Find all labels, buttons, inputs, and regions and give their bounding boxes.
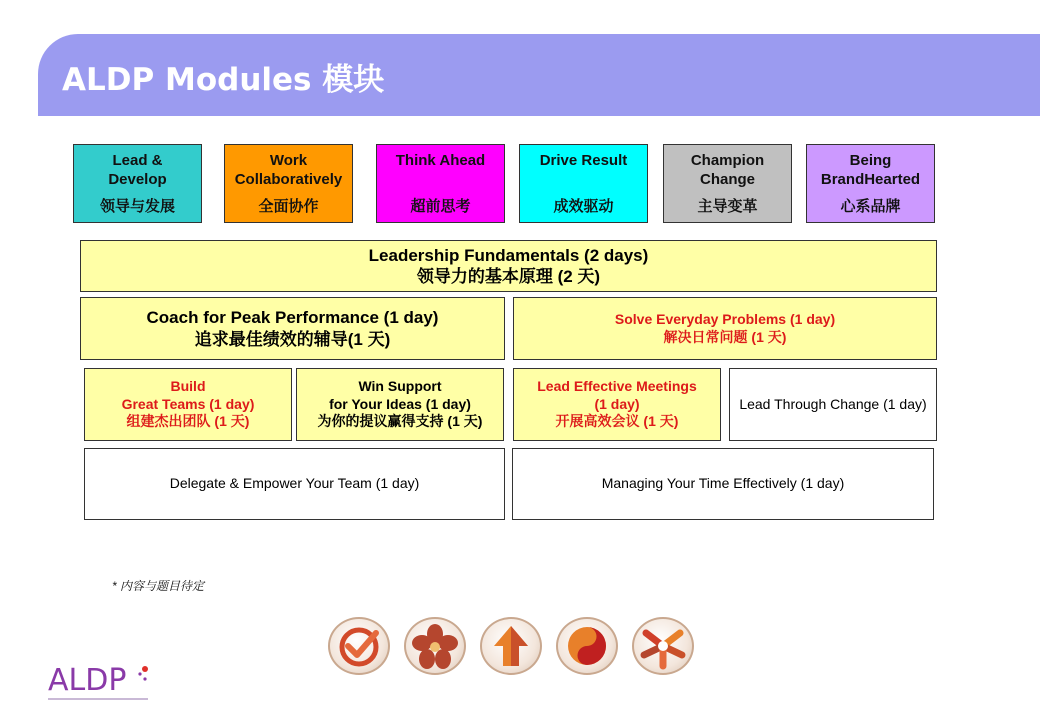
module-delegate-empower[interactable] <box>84 448 505 520</box>
competency-label: Being BrandHearted <box>820 152 921 188</box>
module-build-great-teams[interactable] <box>84 368 292 441</box>
competency-label-cn: 领导与发展 <box>99 198 175 216</box>
competency-label: Think Ahead <box>395 152 486 169</box>
module-title-cn: 解决日常问题 (1 天) <box>663 328 787 345</box>
module-win-support[interactable] <box>296 368 504 441</box>
competency-label: Champion Change <box>690 152 765 188</box>
module-title-cn: 为你的提议赢得支持 (1 天) <box>317 413 483 430</box>
module-title: Coach for Peak Performance (1 day) <box>146 308 439 328</box>
module-title: Lead Through Change (1 day) <box>739 395 927 412</box>
competency-label-cn: 成效驱动 <box>553 198 614 216</box>
module-lead-through-change[interactable] <box>729 368 937 441</box>
page-title: ALDP Modules 模块 <box>62 62 385 98</box>
competency-drive-result[interactable] <box>519 144 648 223</box>
module-title-cn: 开展高效会议 (1 天) <box>555 413 679 430</box>
module-leadership-fundamentals[interactable] <box>80 240 937 292</box>
competency-label-cn: 全面协作 <box>258 198 319 216</box>
module-title-cn: 组建杰出团队 (1 天) <box>126 413 250 430</box>
logo-text: ALDP <box>48 663 127 698</box>
competency-label-cn: 主导变革 <box>697 198 758 216</box>
module-title-line1: Build <box>170 378 206 395</box>
module-title-line2: Great Teams (1 day) <box>121 395 255 412</box>
aldp-logo <box>48 663 148 700</box>
competency-label-cn: 心系品牌 <box>840 198 901 216</box>
competency-label: Work Collaboratively <box>234 152 343 188</box>
yin-yang-icon <box>556 617 618 675</box>
module-title-cn: 领导力的基本原理 (2 天) <box>416 267 601 286</box>
module-title-cn: 追求最佳绩效的辅导(1 天) <box>194 329 391 349</box>
competency-label: Drive Result <box>539 152 628 169</box>
competency-lead-develop[interactable] <box>73 144 202 223</box>
module-title: Managing Your Time Effectively (1 day) <box>601 475 845 492</box>
competency-think-ahead[interactable] <box>376 144 505 223</box>
logo-dots-icon <box>132 665 150 683</box>
competency-being-brandhearted[interactable] <box>806 144 935 223</box>
arrow-up-icon <box>480 617 542 675</box>
module-title-line1: Lead Effective Meetings <box>537 378 697 395</box>
competency-label-cn: 超前思考 <box>410 198 471 216</box>
competency-label: Lead & Develop <box>108 152 167 188</box>
module-managing-time[interactable] <box>512 448 934 520</box>
module-title-line2: for Your Ideas (1 day) <box>329 395 471 412</box>
hands-icon <box>632 617 694 675</box>
flower-icon <box>404 617 466 675</box>
competency-champion-change[interactable] <box>663 144 792 223</box>
module-title-line1: Win Support <box>358 378 442 395</box>
header-banner <box>38 34 1040 116</box>
module-lead-effective-meetings[interactable] <box>513 368 721 441</box>
competency-work-collaboratively[interactable] <box>224 144 353 223</box>
module-title-line2: (1 day) <box>594 395 640 412</box>
footnote: * 内容与题目待定 <box>112 579 205 593</box>
module-coach-peak-performance[interactable] <box>80 297 505 360</box>
module-title: Solve Everyday Problems (1 day) <box>614 311 836 327</box>
module-title: Delegate & Empower Your Team (1 day) <box>169 475 420 492</box>
logo-underline <box>48 698 148 700</box>
module-solve-everyday-problems[interactable] <box>513 297 937 360</box>
check-icon <box>328 617 390 675</box>
module-title: Leadership Fundamentals (2 days) <box>368 245 649 265</box>
